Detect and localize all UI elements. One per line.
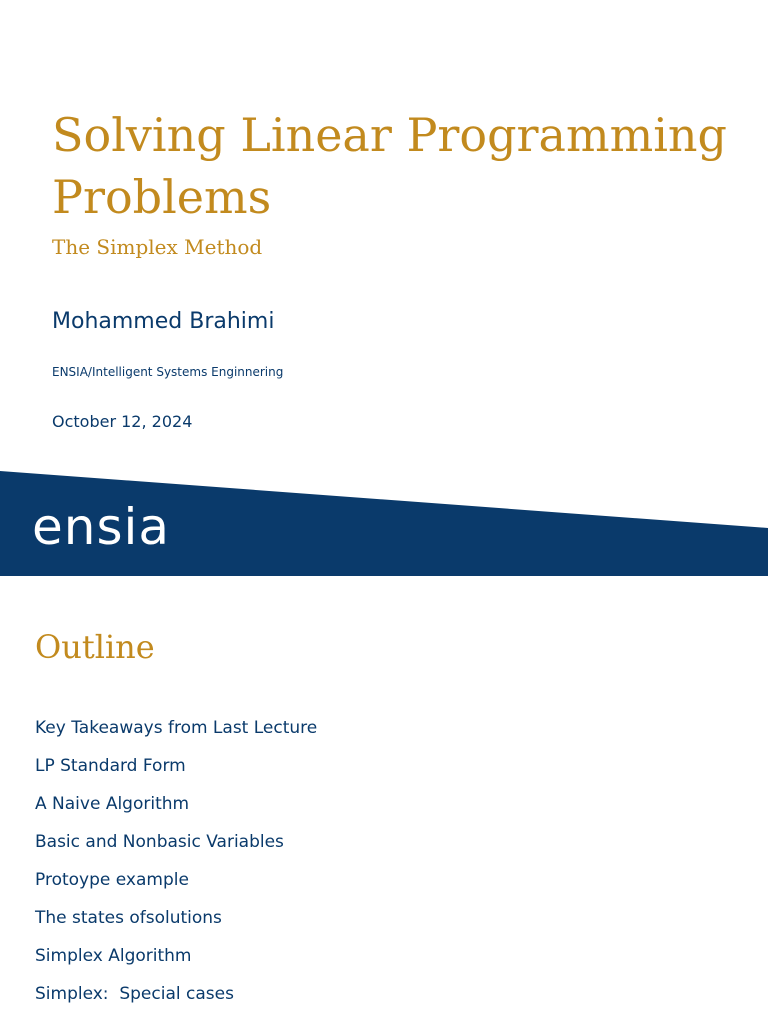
presentation-subtitle: The Simplex Method — [52, 235, 263, 259]
presentation-date: October 12, 2024 — [52, 412, 193, 431]
outline-item: Simplex Algorithm — [35, 946, 192, 966]
outline-slide — [0, 576, 768, 1024]
outline-item: Basic and Nonbasic Variables — [35, 832, 284, 852]
outline-item: LP Standard Form — [35, 756, 186, 776]
outline-heading: Outline — [35, 628, 155, 666]
outline-item: The states ofsolutions — [35, 908, 222, 928]
outline-item: Simplex: Special cases — [35, 984, 234, 1004]
presentation-title: Solving Linear Programming Problems — [52, 108, 727, 224]
author-affiliation: ENSIA/Intelligent Systems Enginnering — [52, 365, 284, 379]
ensia-logo: ensia — [32, 498, 171, 556]
outline-item: A Naive Algorithm — [35, 794, 190, 814]
author-name: Mohammed Brahimi — [52, 309, 275, 334]
outline-item: Key Takeaways from Last Lecture — [35, 718, 318, 738]
outline-list — [35, 716, 317, 1020]
outline-item: Protoype example — [35, 870, 189, 890]
